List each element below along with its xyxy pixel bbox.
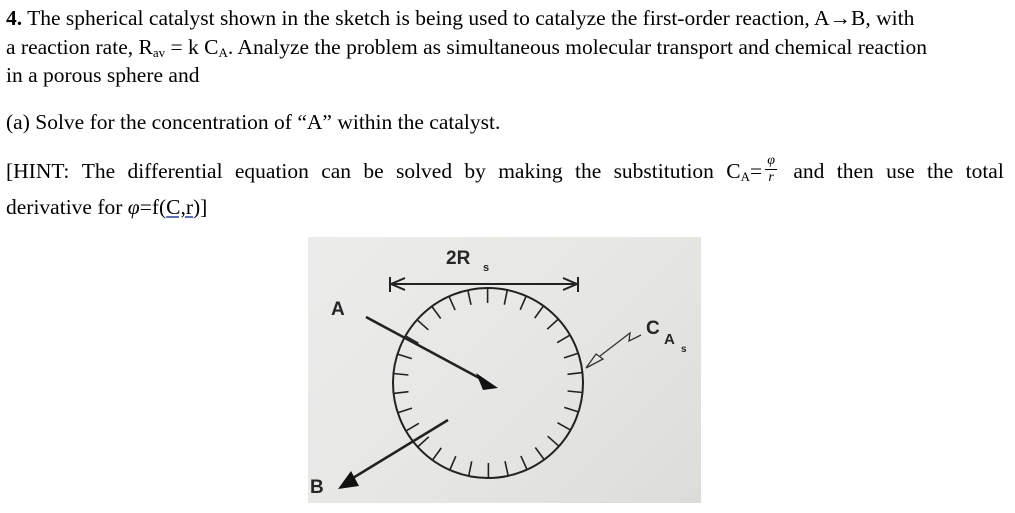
sphere-tick [535, 448, 544, 460]
hint-word: substitution [613, 159, 714, 183]
sphere-tick [547, 319, 558, 329]
hint-word: total [965, 159, 1004, 183]
fraction-denominator: r [768, 170, 774, 185]
hint-word: solved [395, 159, 453, 183]
hint-text-function: =f( [139, 195, 167, 219]
part-a [6, 109, 500, 135]
hint-word: and [793, 159, 825, 183]
hint-word: the [927, 159, 954, 183]
product-arrow-shaft [348, 420, 448, 481]
sphere-tick [469, 461, 472, 476]
sphere-tick [417, 320, 428, 330]
sphere-tick [558, 423, 571, 430]
problem-line-3 [6, 62, 199, 88]
sphere-tick [450, 456, 456, 470]
hint-word: then [836, 159, 874, 183]
hint-word: differential [127, 159, 223, 183]
hint-word: The [81, 159, 116, 183]
fraction-numerator: φ [767, 153, 775, 168]
reactant-arrow-head [476, 373, 498, 390]
ca-symbol-subscript: A [740, 169, 750, 184]
sphere-tick [406, 423, 419, 431]
sphere-tick [564, 407, 578, 412]
catalyst-sketch [308, 237, 701, 503]
diameter-dimension-line [390, 277, 578, 292]
hint-word: can [321, 159, 352, 183]
phi-symbol: φ [127, 195, 140, 219]
problem-text-line-1: The spherical catalyst shown in the sketch is being used to catalyze the first-order reaction, A→B, with [27, 6, 915, 30]
diameter-label: 2R [446, 248, 471, 269]
sphere-tick [535, 306, 544, 318]
sphere-tick [433, 448, 442, 460]
hint-word: [HINT: [6, 159, 70, 183]
sphere-tick [449, 296, 455, 310]
sphere-tick [398, 408, 412, 413]
surface-concentration-a: A [664, 331, 675, 348]
hint-text-derivative: derivative for [6, 195, 128, 219]
rate-subscript: av [152, 45, 166, 60]
diameter-label-subscript: s [483, 262, 490, 274]
sphere-tick [548, 436, 559, 446]
sphere-tick [520, 296, 526, 310]
sphere-tick [394, 392, 409, 394]
surface-concentration-s: s [681, 344, 687, 355]
sphere-tick [521, 456, 527, 470]
surface-concentration-c: C [646, 318, 660, 339]
hint-word: equation [234, 159, 309, 183]
function-arguments: C,r [166, 195, 194, 219]
sphere-tick [398, 354, 412, 359]
sphere-tick [432, 306, 441, 318]
hint-word: making [498, 159, 563, 183]
sphere-tick [564, 353, 578, 358]
problem-text-line-2c: . Analyze the problem as simultaneous molecular transport and chemical reaction [227, 35, 927, 59]
sphere-tick [505, 461, 508, 476]
surface-concentration-pointer [600, 333, 641, 356]
product-arrow-head [338, 471, 359, 489]
sphere-tick [557, 335, 570, 343]
sphere-tick [504, 290, 507, 305]
sphere-tick [568, 373, 583, 375]
hint-line-2 [6, 194, 207, 220]
problem-text-line-2a: a reaction rate, R [6, 35, 153, 59]
hint-text-close: )] [193, 195, 208, 219]
sphere-tick [568, 391, 583, 393]
problem-text-line-2b: = k C [165, 35, 219, 59]
hint-word: by [464, 159, 486, 183]
sphere-tick [468, 290, 471, 305]
equals-sign: = [749, 159, 763, 183]
product-label-b: B [310, 477, 324, 498]
problem-number: 4. [6, 6, 23, 30]
problem-line-1 [6, 5, 914, 31]
hint-line-1 [6, 153, 1004, 190]
hint-word: the [574, 159, 602, 183]
hint-word: be [363, 159, 384, 183]
substitution-expression [726, 153, 781, 190]
phi-over-r-fraction [763, 153, 779, 185]
ca-subscript: A [218, 45, 228, 60]
ca-symbol: C [726, 159, 741, 183]
catalyst-sketch-photo [308, 237, 701, 503]
hint-word: use [886, 159, 915, 183]
reactant-label-a: A [331, 299, 345, 320]
part-a-text: (a) Solve for the concentration of “A” within the catalyst. [6, 110, 501, 134]
sphere-tick [394, 374, 409, 376]
problem-text-line-3: in a porous sphere and [6, 63, 200, 87]
